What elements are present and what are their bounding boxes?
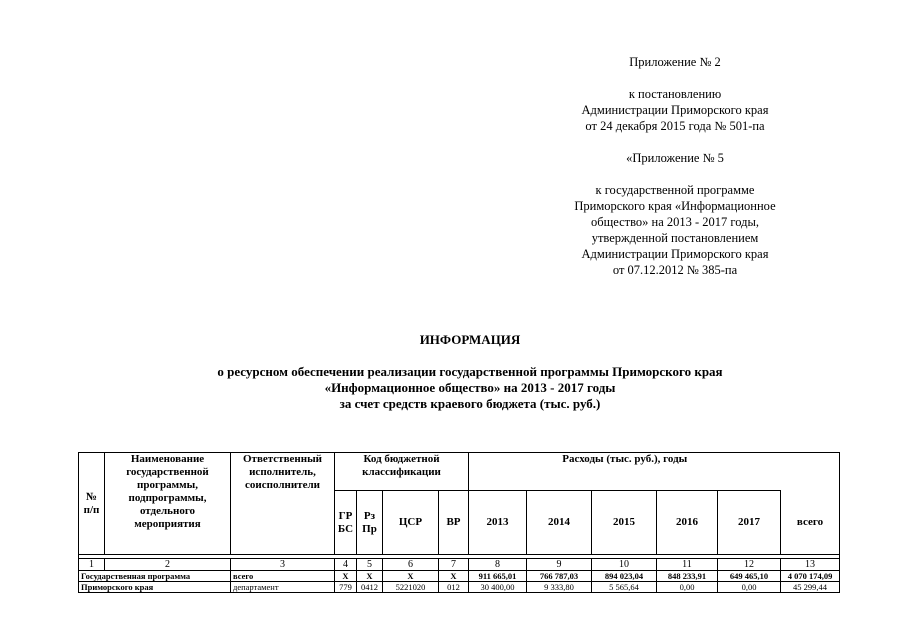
column-number: 8: [469, 559, 527, 571]
column-number: 11: [657, 559, 718, 571]
appendix-line: к постановлению: [628, 87, 722, 101]
row-2013: 30 400,00: [469, 582, 527, 593]
row-total: 4 070 174,09: [781, 571, 840, 582]
row-grbs: X: [335, 571, 357, 582]
resource-table: [78, 452, 840, 593]
appendix-line: от 24 декабря 2015 года № 501-па: [585, 119, 765, 133]
row-executor: всего: [231, 571, 335, 582]
document-title: ИНФОРМАЦИЯ: [419, 332, 521, 347]
header-budget-code: Код бюджетной классификации: [335, 453, 469, 491]
row-rzpr: X: [357, 571, 383, 582]
appendix-line: Администрации Приморского края: [581, 103, 769, 117]
column-number: 13: [781, 559, 840, 571]
header-year-2017: 2017: [718, 491, 781, 555]
document-subtitle: о ресурсном обеспечении реализации государственной программы Приморского края: [217, 364, 723, 379]
column-number: 1: [79, 559, 105, 571]
row-grbs: 779: [335, 582, 357, 593]
header-name: Наименование государственной программы, подпрограммы, отдельного мероприятия: [105, 453, 231, 555]
header-csr: ЦСР: [383, 491, 439, 555]
document-subtitle: за счет средств краевого бюджета (тыс. руб.): [339, 396, 601, 411]
header-executor: Ответственный исполнитель, соисполнители: [231, 453, 335, 555]
header-grbs: ГР БС: [335, 491, 357, 555]
row-name: Государственная программа: [79, 571, 231, 582]
header-spacer: [781, 453, 840, 491]
appendix-line: «Приложение № 5: [626, 151, 724, 165]
row-2016: 0,00: [657, 582, 718, 593]
header-year-2014: 2014: [527, 491, 592, 555]
row-2017: 649 465,10: [718, 571, 781, 582]
document-subtitle: «Информационное общество» на 2013 - 2017 годы: [324, 380, 616, 395]
row-vr: X: [439, 571, 469, 582]
header-year-2013: 2013: [469, 491, 527, 555]
header-year-2015: 2015: [592, 491, 657, 555]
appendix-block: [555, 54, 795, 278]
header-total: всего: [781, 491, 840, 555]
row-total: 45 299,44: [781, 582, 840, 593]
appendix-line: от 07.12.2012 № 385-па: [612, 263, 738, 277]
header-num: № п/п: [79, 453, 105, 555]
table-row: [79, 571, 840, 582]
column-number: 2: [105, 559, 231, 571]
row-csr: 5221020: [383, 582, 439, 593]
column-number-row: [79, 559, 840, 571]
row-2015: 5 565,64: [592, 582, 657, 593]
row-2013: 911 665,01: [469, 571, 527, 582]
column-number: 4: [335, 559, 357, 571]
header-year-2016: 2016: [657, 491, 718, 555]
header-expenses: Расходы (тыс. руб.), годы: [469, 453, 781, 491]
header-vr: ВР: [439, 491, 469, 555]
appendix-line: Приложение № 2: [629, 55, 721, 69]
column-number: 5: [357, 559, 383, 571]
row-2016: 848 233,91: [657, 571, 718, 582]
row-2014: 766 787,03: [527, 571, 592, 582]
table-row: [79, 582, 840, 593]
appendix-line: Приморского края «Информационное: [574, 199, 776, 213]
row-executor: департамент: [231, 582, 335, 593]
row-2015: 894 023,04: [592, 571, 657, 582]
row-rzpr: 0412: [357, 582, 383, 593]
appendix-line: Администрации Приморского края: [581, 247, 769, 261]
row-name: Приморского края: [79, 582, 231, 593]
appendix-line: общество» на 2013 - 2017 годы,: [590, 215, 760, 229]
document-title-block: [100, 332, 840, 412]
row-2017: 0,00: [718, 582, 781, 593]
column-number: 10: [592, 559, 657, 571]
column-number: 12: [718, 559, 781, 571]
column-number: 7: [439, 559, 469, 571]
header-rzpr: Рз Пр: [357, 491, 383, 555]
row-vr: 012: [439, 582, 469, 593]
row-2014: 9 333,80: [527, 582, 592, 593]
appendix-line: утвержденной постановлением: [591, 231, 759, 245]
column-number: 9: [527, 559, 592, 571]
row-csr: X: [383, 571, 439, 582]
column-number: 6: [383, 559, 439, 571]
appendix-line: к государственной программе: [595, 183, 755, 197]
column-number: 3: [231, 559, 335, 571]
